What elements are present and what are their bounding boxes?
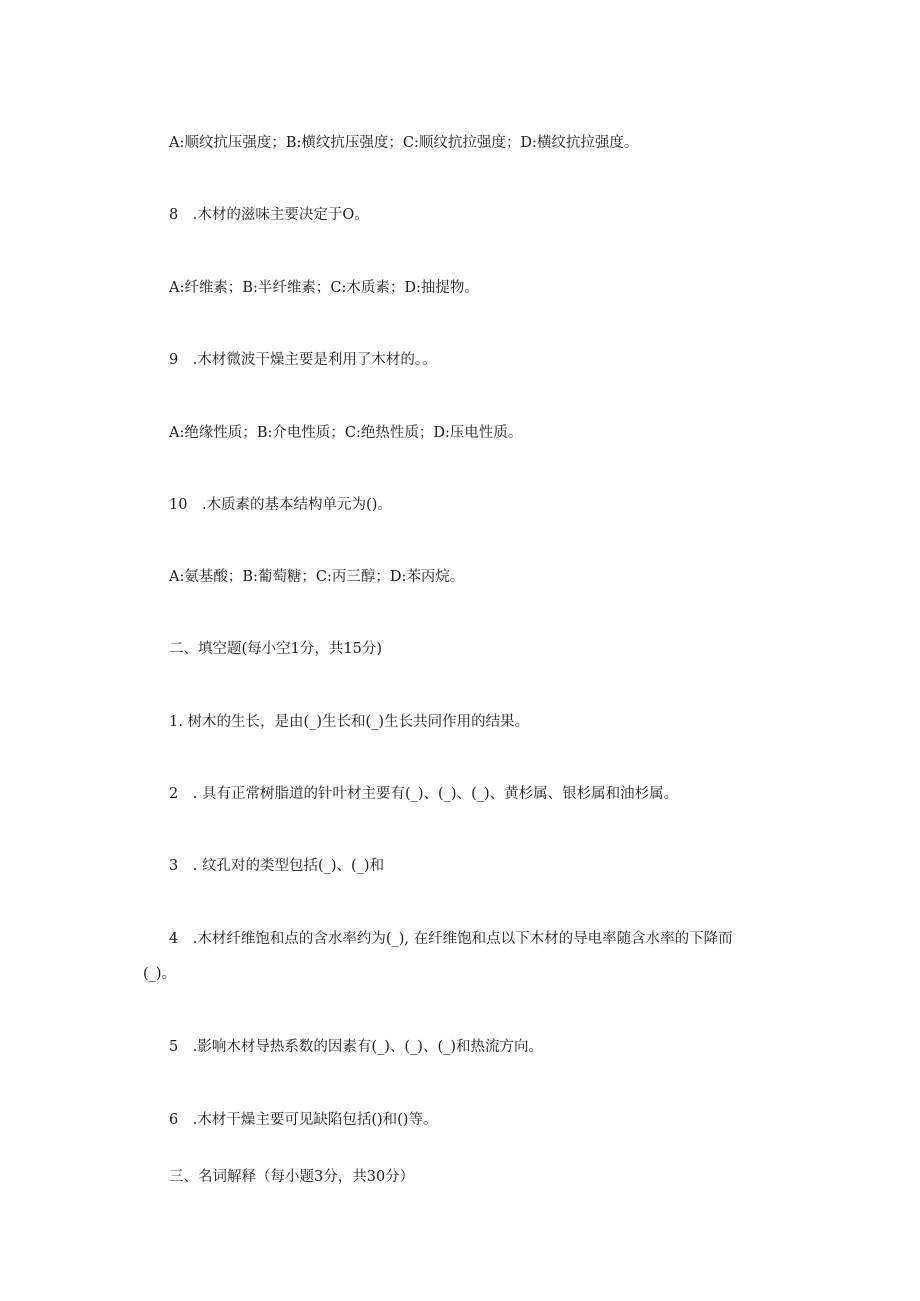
fill-question-4: 4 .木材纤维饱和点的含水率约为(_), 在纤维饱和点以下木材的导电率随含水率的下降而: [169, 931, 733, 947]
option-line-q7: A:顺纹抗压强度；B:横纹抗压强度；C:顺纹抗拉强度；D:横纹抗拉强度。: [169, 135, 639, 151]
section-heading-fill-blank: 二、填空题(每小空1分，共15分): [169, 641, 382, 657]
fill-question-4-continued: (_)。: [143, 966, 177, 982]
option-line-q8: A:纤维素；B:半纤维素；C:木质素；D:抽提物。: [169, 280, 479, 296]
fill-question-5: 5 .影响木材导热系数的因素有(_)、(_)、(_)和热流方向。: [169, 1039, 544, 1055]
option-line-q9: A:绝缘性质；B:介电性质；C:绝热性质；D:压电性质。: [169, 425, 523, 441]
question-9: 9 .木材微波干燥主要是利用了木材的。。: [169, 352, 437, 368]
fill-question-1: 1. 树木的生长，是由(_)生长和(_)生长共同作用的结果。: [169, 714, 530, 730]
question-10: 10 .木质素的基本结构单元为()。: [169, 497, 392, 513]
question-8: 8 .木材的滋味主要决定于O。: [169, 207, 369, 223]
fill-question-2: 2 . 具有正常树脂道的针叶材主要有(_)、(_)、(_)、黄杉属、银杉属和油杉属。: [169, 786, 679, 802]
option-line-q10: A:氨基酸；B:葡萄糖；C:丙三醇；D:苯丙烷。: [169, 569, 465, 585]
section-heading-terms: 三、名词解释（每小题3分，共30分）: [169, 1169, 415, 1185]
fill-question-3: 3 . 纹孔对的类型包括(_)、(_)和: [169, 858, 385, 874]
fill-question-6: 6 .木材干燥主要可见缺陷包括()和()等。: [169, 1112, 438, 1128]
